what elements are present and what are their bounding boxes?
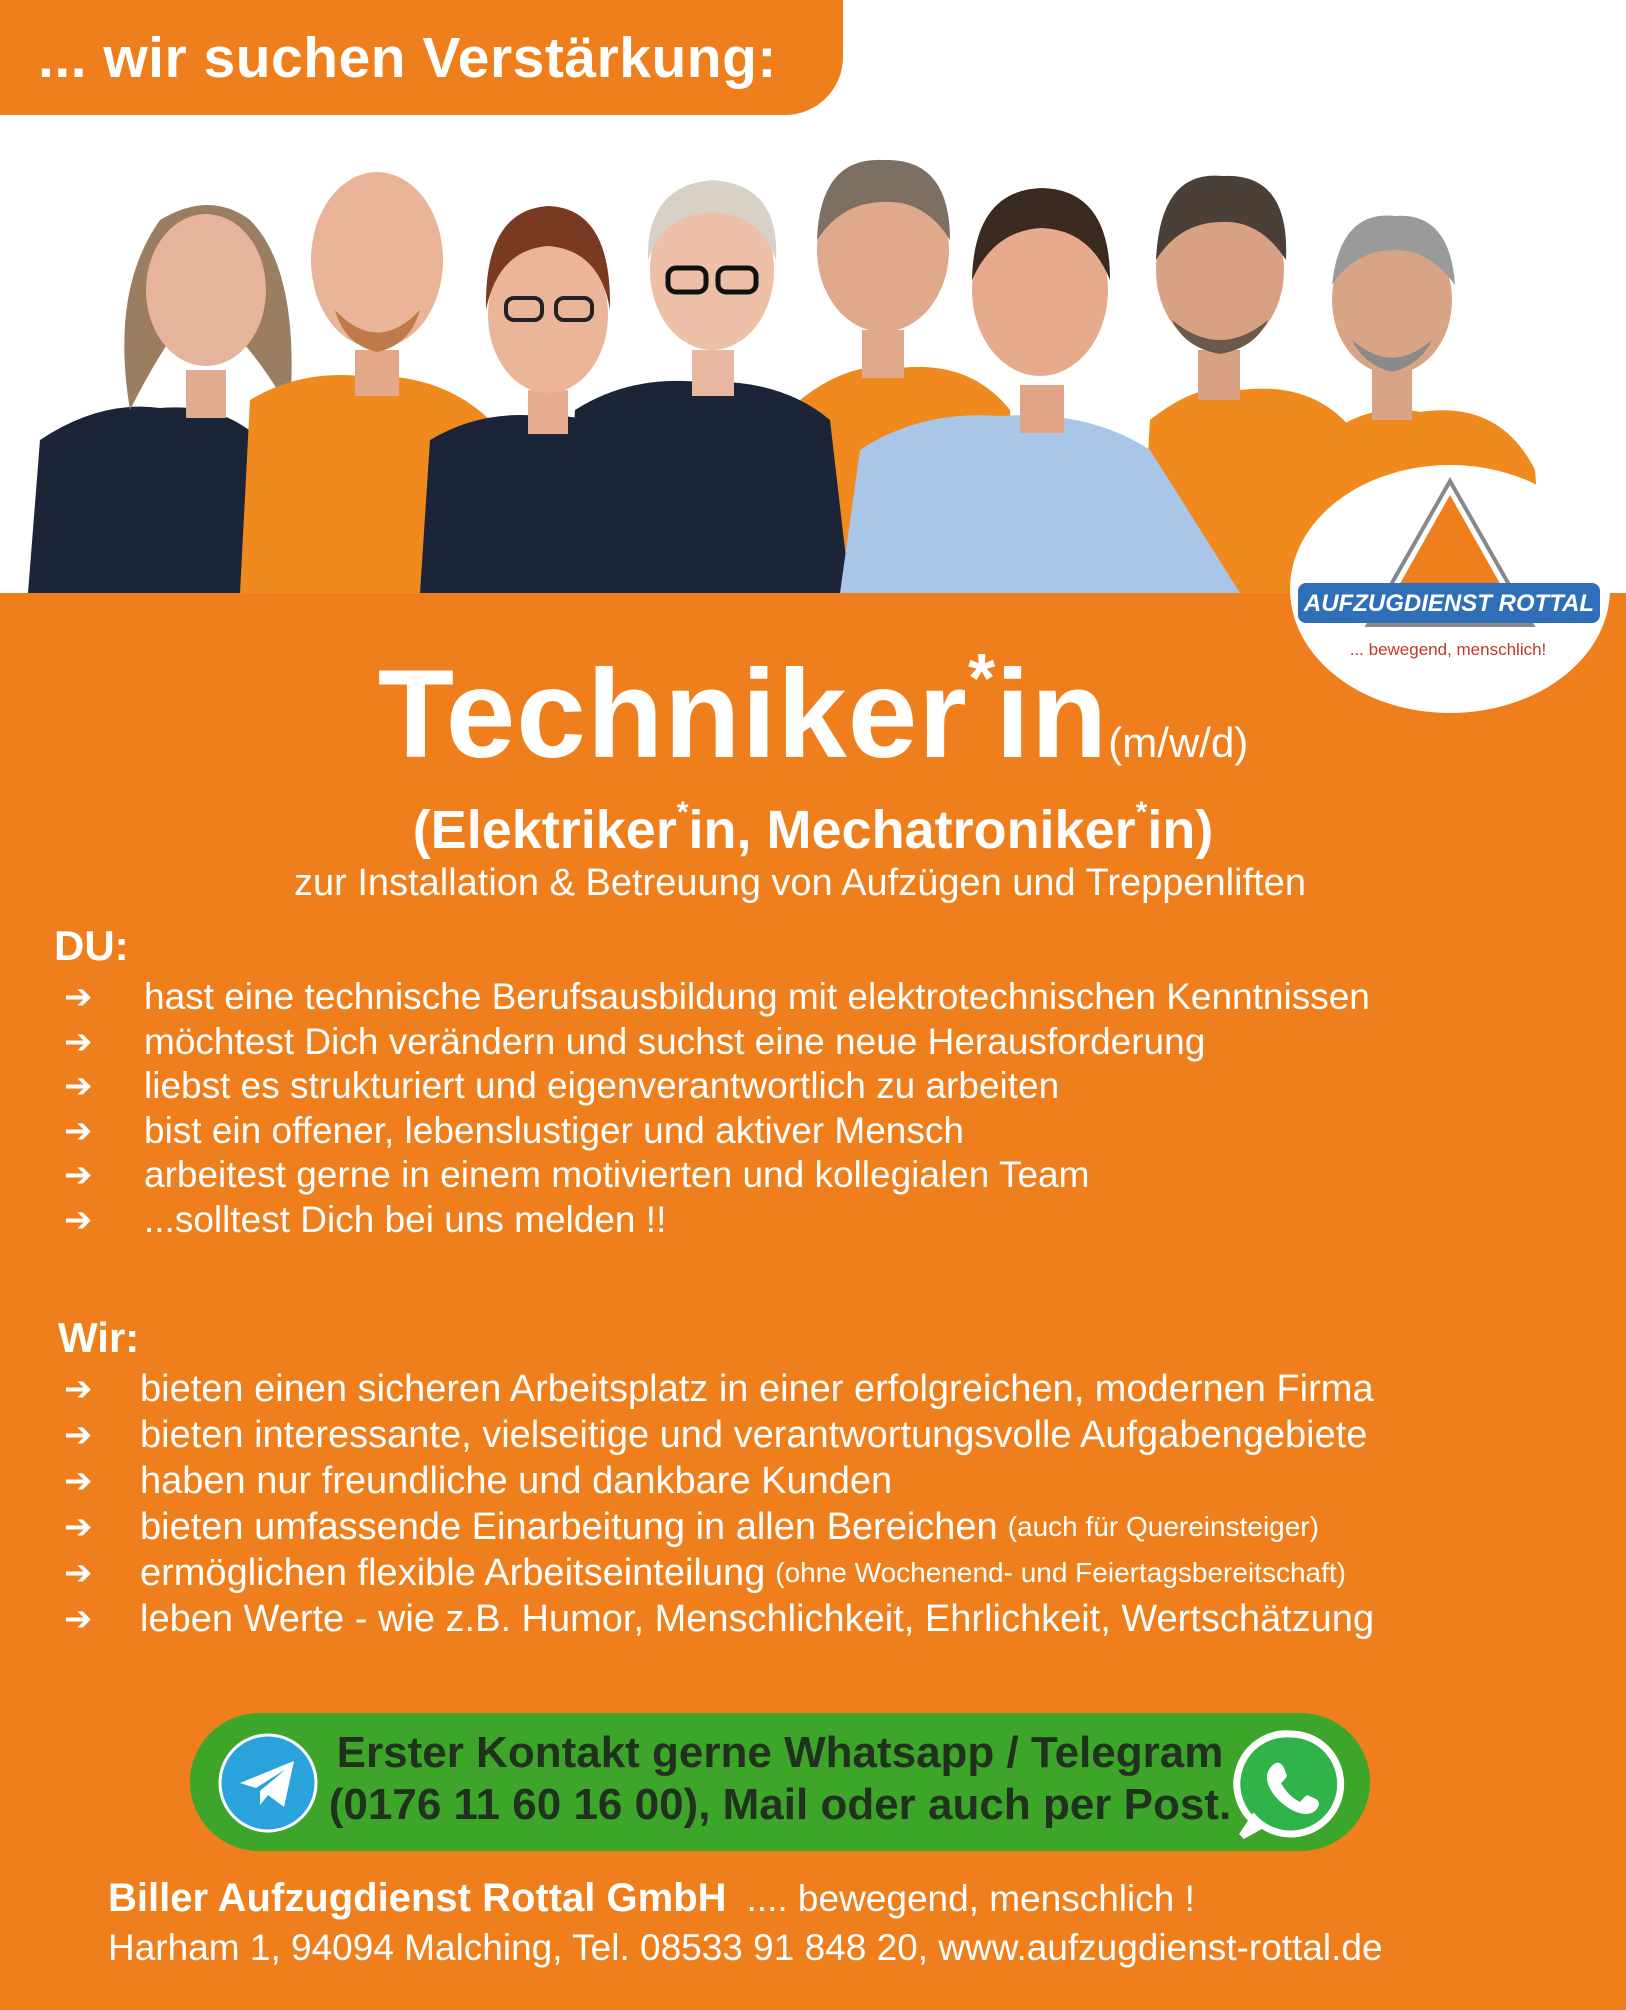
- contact-line-1: Erster Kontakt gerne Whatsapp / Telegram: [336, 1728, 1224, 1777]
- job-tagline: zur Installation & Betreuung von Aufzügen und Treppenliften: [294, 862, 1306, 904]
- subtitle-part-2: in, Mechatroniker: [688, 800, 1136, 860]
- wir-item-text: bieten interessante, vielseitige und verantwortungsvolle Aufgabengebiete: [140, 1413, 1368, 1456]
- job-title: [0, 638, 1626, 786]
- arrow-icon: ➔: [64, 1508, 93, 1546]
- arrow-icon: ➔: [64, 1156, 93, 1195]
- company-slogan: .... bewegend, menschlich !: [746, 1878, 1195, 1919]
- du-item-text: bist ein offener, lebenslustiger und aktiver Mensch: [144, 1109, 964, 1151]
- wir-item-text: haben nur freundliche und dankbare Kunden: [140, 1459, 893, 1502]
- du-list-item: [64, 1020, 1564, 1065]
- arrow-icon: ➔: [64, 1067, 93, 1106]
- subtitle-part-1: (Elektriker: [412, 800, 677, 860]
- title-star: *: [967, 639, 996, 717]
- arrow-icon: ➔: [64, 1554, 93, 1592]
- du-list-item: [64, 1109, 1564, 1154]
- arrow-icon: ➔: [64, 978, 93, 1017]
- wir-list-item: [64, 1550, 1604, 1596]
- wir-list-item: [64, 1596, 1604, 1642]
- footer-company-line: [108, 1876, 1195, 1921]
- wir-list-item: [64, 1458, 1604, 1504]
- wir-item-text: bieten umfassende Einarbeitung in allen Bereichen: [140, 1505, 998, 1548]
- wir-list-item: [64, 1504, 1604, 1550]
- arrow-icon: ➔: [64, 1416, 93, 1454]
- du-heading: DU:: [54, 922, 129, 969]
- du-item-text: liebst es strukturiert und eigenverantwortlich zu arbeiten: [144, 1065, 1060, 1107]
- arrow-icon: ➔: [64, 1370, 93, 1408]
- arrow-icon: ➔: [64, 1022, 93, 1061]
- logo-slogan-text: ... bewegend, menschlich!: [1349, 640, 1547, 659]
- wir-item-text: bieten einen sicheren Arbeitsplatz in einer erfolgreichen, modernen Firma: [140, 1367, 1374, 1410]
- title-main-a: Techniker: [377, 645, 968, 784]
- subtitle-part-3: in): [1147, 800, 1214, 860]
- arrow-icon: ➔: [64, 1111, 93, 1150]
- person-4: [565, 180, 850, 593]
- subtitle-star-2: *: [1135, 796, 1148, 829]
- wir-item-note: (ohne Wochenend- und Feiertagsbereitschaft): [775, 1557, 1346, 1588]
- du-list-item: [64, 1198, 1564, 1243]
- wir-list-item: [64, 1412, 1604, 1458]
- subtitle-star-1: *: [676, 796, 689, 829]
- whatsapp-icon[interactable]: [1232, 1726, 1350, 1844]
- wir-list-item: [64, 1366, 1604, 1412]
- du-list-item: [64, 975, 1564, 1020]
- arrow-icon: ➔: [64, 1600, 93, 1638]
- banner-text: ... wir suchen Verstärkung:: [38, 25, 777, 90]
- contact-text: [320, 1727, 1240, 1831]
- job-subtitle: [0, 796, 1626, 861]
- du-list-item: [64, 1064, 1564, 1109]
- wir-heading: Wir:: [58, 1314, 140, 1361]
- header-banner: [0, 0, 843, 115]
- du-item-text: möchtest Dich verändern und suchst eine neue Herausforderung: [144, 1020, 1206, 1062]
- du-list-item: [64, 1153, 1564, 1198]
- title-suffix: (m/w/d): [1108, 719, 1249, 766]
- telegram-icon[interactable]: [218, 1733, 318, 1833]
- contact-line-2: (0176 11 60 16 00), Mail oder auch per Post.: [328, 1780, 1232, 1829]
- title-main-b: in: [995, 645, 1109, 784]
- du-item-text: ...solltest Dich bei uns melden !!: [144, 1198, 667, 1240]
- arrow-icon: ➔: [64, 1200, 93, 1239]
- wir-item-text: leben Werte - wie z.B. Humor, Menschlichkeit, Ehrlichkeit, Wertschätzung: [140, 1597, 1375, 1640]
- wir-item-text: ermöglichen flexible Arbeitseinteilung: [140, 1551, 766, 1594]
- wir-item-note: (auch für Quereinsteiger): [1007, 1511, 1319, 1542]
- du-item-text: hast eine technische Berufsausbildung mit elektrotechnischen Kenntnissen: [144, 976, 1370, 1018]
- company-name: Biller Aufzugdienst Rottal GmbH: [108, 1876, 727, 1920]
- du-list: [64, 975, 1564, 1242]
- logo-brand-text: AUFZUGDIENST ROTTAL: [1303, 590, 1595, 617]
- arrow-icon: ➔: [64, 1462, 93, 1500]
- wir-list: [64, 1366, 1604, 1642]
- du-item-text: arbeitest gerne in einem motivierten und kollegialen Team: [144, 1154, 1090, 1196]
- company-address: Harham 1, 94094 Malching, Tel. 08533 91 848 20, www.aufzugdienst-rottal.de: [108, 1927, 1383, 1968]
